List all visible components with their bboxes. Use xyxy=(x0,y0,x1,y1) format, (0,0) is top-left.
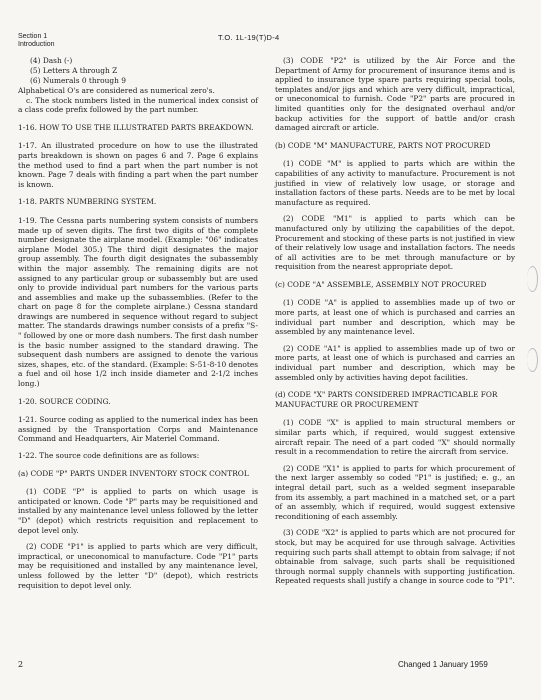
paragraph: Alphabetical O's are considered as numerical zero's. xyxy=(18,86,215,95)
page-number: 2 xyxy=(18,660,24,669)
paragraph: (2) CODE "P1" is applied to parts which are very difficult, impractical, or uneconomical to manufacture. Code "P1" parts may be requisitioned and installed by any maintenance level, unless followed by the letter "D" (depot), which restricts requisition to depot level only. xyxy=(18,542,258,590)
subsection-heading: (a) CODE "P" PARTS UNDER INVENTORY STOCK CONTROL xyxy=(18,468,249,478)
paragraph: (1) CODE "M" is applied to parts which are within the capabilities of any activity to manufacture. Procurement is not justified in view of relatively low usage, or storage and installation factors of these parts. Needs are to be met by local manufacture as required. xyxy=(275,159,515,207)
subsection-heading: (d) CODE "X" PARTS CONSIDERED IMPRACTICABLE FOR MANUFACTURE OR PROCUREMENT xyxy=(275,390,498,409)
right-column xyxy=(275,56,515,593)
section-heading: 1-18. PARTS NUMBERING SYSTEM. xyxy=(18,197,157,207)
character-list xyxy=(30,56,258,86)
paragraph: (1) CODE "A" is applied to assemblies made up of two or more parts, at least one of which is purchased and carries an individual part number and description, which may be assembled by any maintenance level. xyxy=(275,298,515,337)
binding-hole-mark xyxy=(527,266,538,292)
subsection-heading: (c) CODE "A" ASSEMBLE, ASSEMBLY NOT PROCURED xyxy=(275,279,487,289)
paragraph: c. The stock numbers listed in the numerical index consist of a class code prefix followed by the part number. xyxy=(18,95,258,115)
paragraph: (1) CODE "P" is applied to parts on which usage is anticipated or known. Code "P" parts may be requisitioned and installed by any maintenance level unless followed by the letter "D" (depot) which restricts requisition and replacement to depot level only. xyxy=(18,487,258,535)
paragraph: 1-22. The source code definitions are as follows: xyxy=(18,451,200,460)
paragraph: (2) CODE "X1" is applied to parts for which procurement of the next larger assembly so coded "P1" is justified; e. g., an integral detail part, such as a welded segment inseparable from its assembly, a part machined in a matched set, or a part of an assembly, which if required, would suggest extensive reconditioning of each assembly. xyxy=(275,463,515,521)
paragraph: (3) CODE "X2" is applied to parts which are not procured for stock, but may be acquired for use through salvage. Activities requiring such parts shall attempt to obtain from salvage; if not obtainable from salvage, such parts shall be requisitioned through normal supply channels with supporting justification. Repeated requests shall justify a change in source code to "P1". xyxy=(275,528,515,586)
paragraph: (3) CODE "P2" is utilized by the Air Force and the Department of Army for procurement of insurance items and is applied to insurance type spare parts requiring special tools, templates and/or jigs and which are very difficult, impractical, or uneconomical to furnish. Code "P2" parts are procured in limited quantities only for the designated overhaul and/or backup activities for the support of battle and/or crash damaged aircraft or article. xyxy=(275,56,515,133)
section-label: Section 1 xyxy=(18,33,48,40)
paragraph: (1) CODE "X" is applied to main structural members or similar parts which, if required, would suggest extensive aircraft repair. The need of a part coded "X" should normally result in a recommendation to retire the aircraft from service. xyxy=(275,418,515,457)
left-column xyxy=(18,56,258,597)
paragraph: 1-17. An illustrated procedure on how to use the illustrated parts breakdown is shown on pages 6 and 7. Page 6 explains the method used to find a part when the part number is not known. Page 7 deals with finding a part when the part number is known. xyxy=(18,141,258,189)
subsection-label: Introduction xyxy=(18,41,55,48)
list-item: (4) Dash (-) xyxy=(30,56,73,65)
list-item: (6) Numerals 0 through 9 xyxy=(30,76,126,85)
subsection-heading: (b) CODE "M" MANUFACTURE, PARTS NOT PROCURED xyxy=(275,140,491,150)
section-heading: 1-16. HOW TO USE THE ILLUSTRATED PARTS BREAKDOWN. xyxy=(18,122,254,132)
change-note: Changed 1 January 1959 xyxy=(398,660,488,669)
paragraph: 1-19. The Cessna parts numbering system consists of numbers made up of seven digits. The first two digits of the complete number designate the airplane model. (Example: "06" indicates airplane Model 305.) The third digit designates the major group assembly. The fourth digit designates the subassembly within the major assembly. The remaining digits are not assigned to any particular group or subassembly but are used only to provide individual part numbers for the various parts and assemblies and make up the subassemblies. (Refer to the chart on page 8 for the complete airplane.) Cessna standard drawings are numbered in sequence without regard to subject matter. The standards drawings number consists of a prefix "S-" followed by one or more dash numbers. The first dash number is the basic number assigned to the standard drawing. The subsequent dash numbers are assigned to denote the various sizes, shapes, etc. of the standard. (Example: S-51-8-10 denotes a fuel and oil hose 1/2 inch inside diameter and 2-1/2 inches long.) xyxy=(18,215,259,389)
header-section xyxy=(18,33,55,49)
paragraph: (2) CODE "M1" is applied to parts which can be manufactured only by utilizing the capabilities of the depot. Procurement and stocking of these parts is not justified in view of their relatively low usage and installation factors. The needs of all activities are to be met through manufacture or by requisition from the nearest appropriate depot. xyxy=(275,214,515,272)
paragraph: (2) CODE "A1" is applied to assemblies made up of two or more parts, at least one of which is purchased and carries an individual part number and description, which may be assembled only by activities having depot facilities. xyxy=(275,343,515,382)
binding-hole-mark xyxy=(527,348,538,372)
doc-number: T.O. 1L-19(T)D-4 xyxy=(218,33,280,42)
list-item: (5) Letters A through Z xyxy=(30,66,118,75)
section-heading: 1-20. SOURCE CODING. xyxy=(18,396,111,406)
paragraph: 1-21. Source coding as applied to the numerical index has been assigned by the Transportation Corps and Maintenance Command and Headquarters, Air Materiel Command. xyxy=(18,415,258,444)
